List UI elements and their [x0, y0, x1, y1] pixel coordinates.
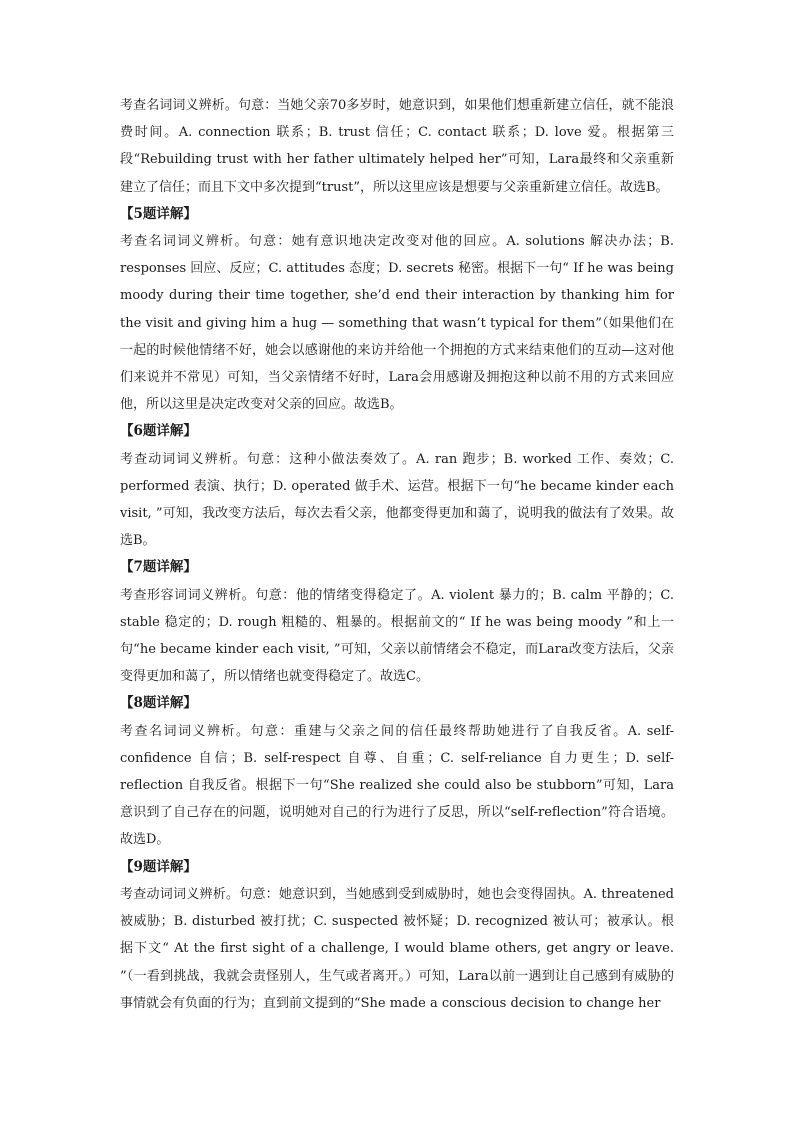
question-6-heading: 【6题详解】 — [120, 423, 197, 440]
answer-explanation-5: 考查名词词义辨析。句意：她有意识地决定改变对他的回应。A. solutions 解决办法；B. responses 回应、反应；C. attitudes 态度；D. secrets 秘密。根据下一句“ If he was being moody during their time together, she’d end their interaction by thanking him for the visit and giving him a hug — something that wasn’t typical for them”（如果他们在一起的时候他情绪不好，她会以感谢他的来访并给他一个拥抱的方式来结束他们的互动—这对他们来说并不常见）可知，当父亲情绪不好时，Lara会用感谢及拥抱这种以前不用的方式来回应他，所以这里是决定改变对父亲的回应。故选B。 — [120, 234, 674, 413]
answer-explanation-7: 考查形容词词义辨析。句意：他的情绪变得稳定了。A. violent 暴力的；B. calm 平静的；C. stable 稳定的；D. rough 粗糙的、粗暴的。根据前文的“ If he was being moody ”和上一句“he became kinder each visit, ”可知，父亲以前情绪会不稳定，而Lara改变方法后，父亲变得更加和蔼了，所以情绪也就变得稳定了。故选C。 — [120, 587, 674, 685]
question-8-heading: 【8题详解】 — [120, 695, 197, 712]
answer-explanation-4: 考查名词词义辨析。句意：当她父亲70多岁时，她意识到，如果他们想重新建立信任，就不能浪费时间。A. connection 联系；B. trust 信任；C. contact 联系；D. love 爱。根据第三段“Rebuilding trust with her father ultimately helped her”可知，Lara最终和父亲重新建立了信任；而且下文中多次提到“trust”，所以这里应该是想要与父亲重新建立信任。故选B。 — [120, 98, 674, 195]
answer-explanation-8: 考查名词词义辨析。句意：重建与父亲之间的信任最终帮助她进行了自我反省。A. self-confidence 自信；B. self-respect 自尊、自重；C. self-reliance 自力更生；D. self-reflection 自我反省。根据下一句“She realized she could also be stubborn”可知，Lara意识到了自己存在的问题，说明她对自己的行为进行了反思，所以“self-reflection”符合语境。故选D。 — [120, 723, 674, 848]
question-5-heading: 【5题详解】 — [120, 205, 197, 222]
question-9-heading: 【9题详解】 — [120, 858, 197, 875]
question-7-heading: 【7题详解】 — [120, 559, 197, 576]
answer-explanation-6: 考查动词词义辨析。句意：这种小做法奏效了。A. ran 跑步；B. worked 工作、奏效；C. performed 表演、执行；D. operated 做手术、运营。根据下一句“he became kinder each visit, ”可知，我改变方法后，每次去看父亲，他都变得更加和蔼了，说明我的做法有了效果。故选B。 — [120, 451, 674, 549]
answer-explanation-9: 考查动词词义辨析。句意：她意识到，当她感到受到威胁时，她也会变得固执。A. threatened 被威胁；B. disturbed 被打扰；C. suspected 被怀疑；D. recognized 被认可；被承认。根据下文“ At the first sight of a challenge, I would blame others, get angry or leave. ”（一看到挑战，我就会责怪别人，生气或者离开。）可知，Lara以前一遇到让自己感到有威胁的事情就会有负面的行为；直到前文提到的“She made a conscious decision to change her — [120, 886, 674, 1011]
document-page — [120, 92, 674, 1017]
